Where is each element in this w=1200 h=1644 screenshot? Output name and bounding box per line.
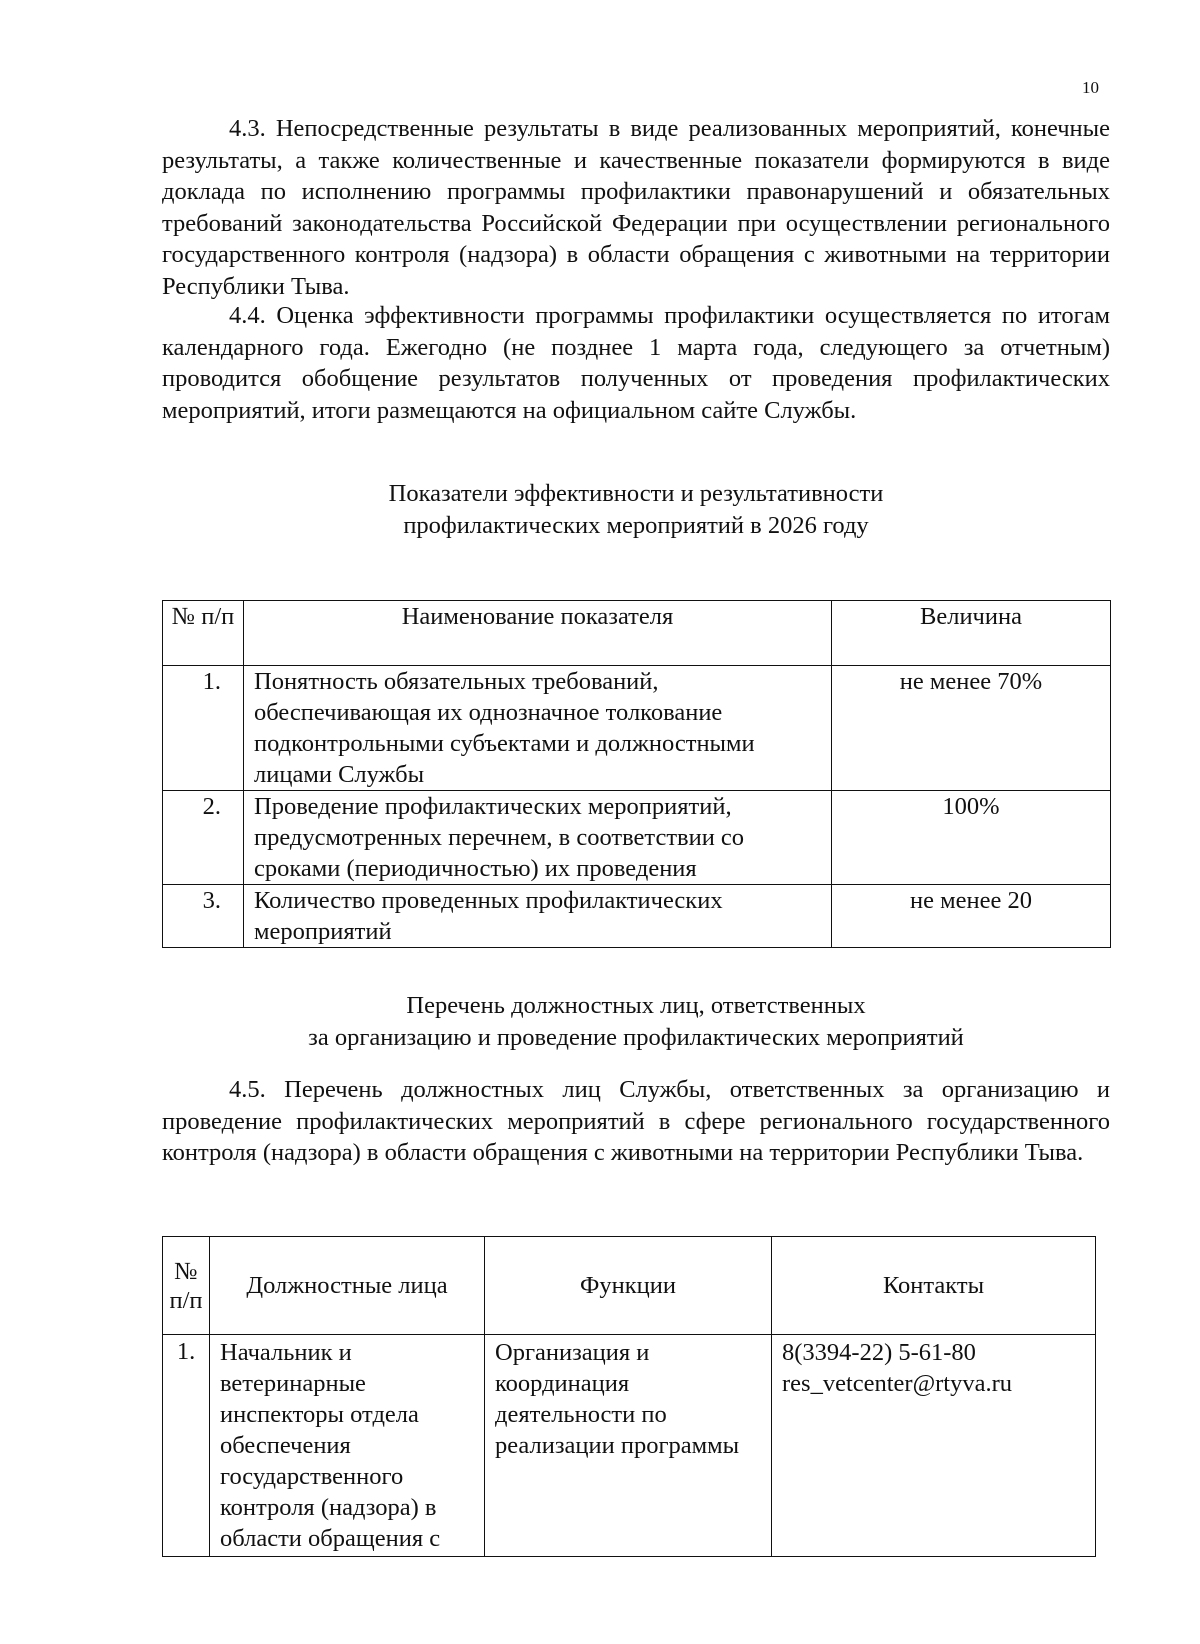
table-row (163, 791, 1111, 885)
row-value: не менее 70% (832, 666, 1111, 791)
row-num: 3. (163, 885, 244, 948)
paragraph-4-3: 4.3. Непосредственные результаты в виде реализованных мероприятий, конечные результаты, а также количественные и качественные показатели формируются в виде доклада по исполнению программы профилактики правонарушений и обязательных требований законодательства Российской Федерации при осуществлении регионального государственного контроля (надзора) в области обращения с животными на территории Республики Тыва. (162, 115, 1110, 300)
row-functions: Организация и координация деятельности по реализации программы (485, 1335, 772, 1557)
header-value: Величина (832, 601, 1111, 666)
row-num: 1. (163, 666, 244, 791)
officials-title-line1: Перечень должностных лиц, ответственных (406, 992, 866, 1019)
row-num: 2. (163, 791, 244, 885)
header-officials: Должностные лица (210, 1237, 485, 1335)
row-value: не менее 20 (832, 885, 1111, 948)
row-value: 100% (832, 791, 1111, 885)
officials-title-line2: за организацию и проведение профилактических мероприятий (308, 1023, 964, 1051)
officials-title (162, 990, 1110, 1053)
contact-phone: 8(3394-22) 5-61-80 (782, 1339, 976, 1366)
header-contacts: Контакты (772, 1237, 1096, 1335)
row-officials: Начальник и ветеринарные инспекторы отдела обеспечения государственного контроля (надзора) в области обращения с (210, 1335, 485, 1557)
indicators-title (162, 478, 1110, 541)
indicators-title-line2: профилактических мероприятий в 2026 году (403, 511, 869, 539)
indicators-table (162, 600, 1111, 948)
table-row (163, 1335, 1096, 1557)
page-number: 10 (1082, 78, 1099, 97)
row-num: 1. (163, 1335, 210, 1557)
header-num: № п/п (163, 1237, 210, 1335)
header-indicator-name: Наименование показателя (244, 601, 832, 666)
paragraph-4-4: 4.4. Оценка эффективности программы профилактики осуществляется по итогам календарного года. Ежегодно (не позднее 1 марта года, следующего за отчетным) проводится обобщение результатов полученных от проведения профилактических мероприятий, итоги размещаются на официальном сайте Службы. (162, 302, 1110, 424)
officials-header-row (163, 1237, 1096, 1335)
indicators-title-line1: Показатели эффективности и результативности (388, 480, 884, 507)
row-name: Проведение профилактических мероприятий, предусмотренных перечнем, в соответствии со сроками (периодичностью) их проведения (244, 791, 832, 885)
header-num: № п/п (163, 601, 244, 666)
table-row (163, 885, 1111, 948)
header-functions: Функции (485, 1237, 772, 1335)
contact-email: res_vetcenter@rtyva.ru (782, 1370, 1013, 1397)
row-name: Количество проведенных профилактических мероприятий (244, 885, 832, 948)
row-contacts (772, 1335, 1096, 1557)
officials-table (162, 1236, 1096, 1557)
paragraph-4-5: 4.5. Перечень должностных лиц Службы, ответственных за организацию и проведение профилактических мероприятий в сфере регионального государственного контроля (надзора) в области обращения с животными на территории Республики Тыва. (162, 1076, 1110, 1166)
indicators-header-row (163, 601, 1111, 666)
table-row (163, 666, 1111, 791)
row-name: Понятность обязательных требований, обеспечивающая их однозначное толкование подконтрольными субъектами и должностными лицами Службы (244, 666, 832, 791)
